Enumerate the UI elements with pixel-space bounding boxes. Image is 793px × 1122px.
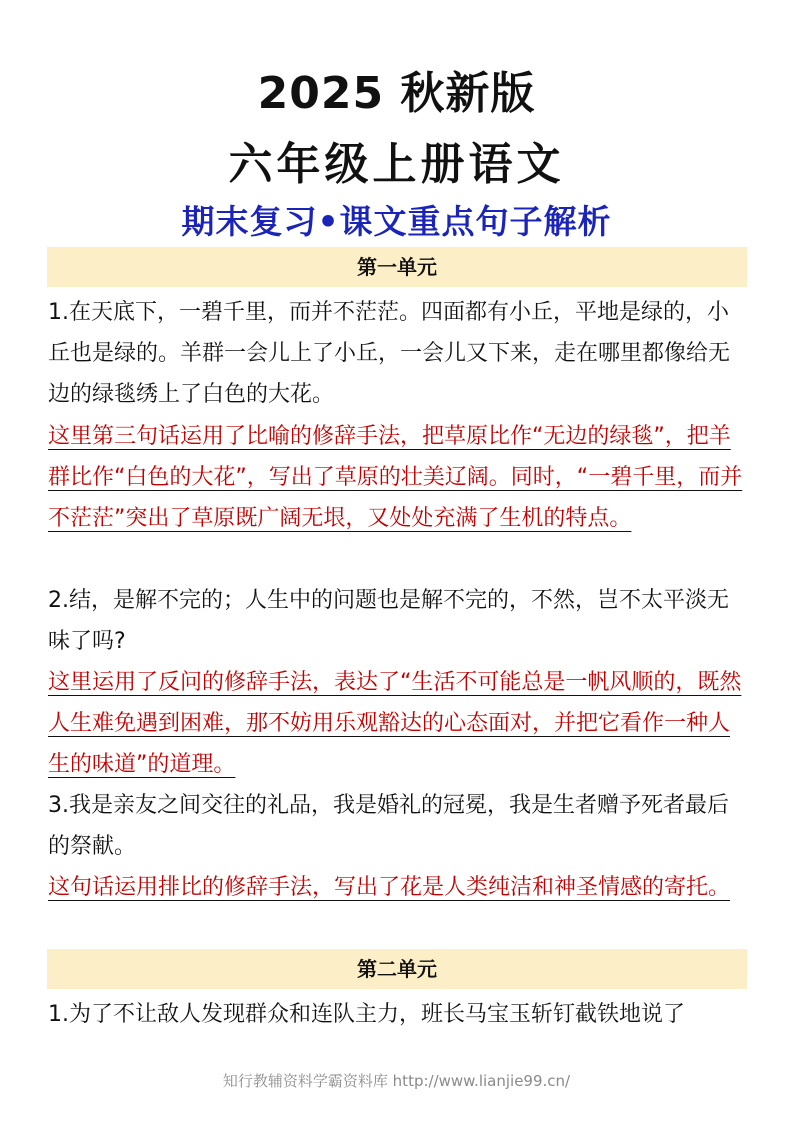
unit1-analysis-1-text: 这里第三句话运用了比喻的修辞手法，把草原比作“无边的绿毯”，把羊群比作“白色的大花”，写出了草原的壮美辽阔。同时，“一碧千里，而并不茫茫”突出了草原既广阔无垠，又处处充满了生机的特点。 [48, 424, 743, 531]
unit1-sentence-3: 3.我是亲友之间交往的礼品，我是婚礼的冠冕，我是生者赠予死者最后的祭献。 [48, 793, 729, 859]
unit1-analysis-1 [48, 416, 748, 539]
unit1-sentence-1: 1.在天底下，一碧千里，而并不茫茫。四面都有小丘，平地是绿的，小丘也是绿的。羊群一会儿上了小丘，一会儿又下来，走在哪里都像给无边的绿毯绣上了白色的大花。 [48, 300, 731, 407]
unit1-analysis-3-text: 这句话运用排比的修辞手法，写出了花是人类纯洁和神圣情感的寄托。 [48, 875, 731, 900]
title-grade-subject: 六年级上册语文 [228, 139, 565, 190]
unit1-sentence-2: 2.结，是解不完的；人生中的问题也是解不完的，不然，岂不太平淡无味了吗? [48, 588, 729, 654]
unit2-sentence-1: 1.为了不让敌人发现群众和连队主力，班长马宝玉斩钉截铁地说了 [48, 1002, 685, 1027]
unit1-analysis-3 [48, 867, 748, 908]
unit-header-2: 第二单元 [47, 949, 747, 989]
footer-source: 知行教辅资料学霸资料库 http://www.lianjie99.cn/ [222, 1072, 571, 1090]
title-year-edition: 2025 秋新版 [257, 68, 536, 119]
unit1-analysis-2 [48, 662, 748, 785]
title-review-topic: 期末复习•课文重点句子解析 [181, 202, 612, 241]
unit-header-1: 第一单元 [47, 247, 747, 287]
unit1-analysis-2-text: 这里运用了反问的修辞手法，表达了“生活不可能总是一帆风顺的，既然人生难免遇到困难，那不妨用乐观豁达的心态面对，并把它看作一种人生的味道”的道理。 [48, 670, 742, 777]
